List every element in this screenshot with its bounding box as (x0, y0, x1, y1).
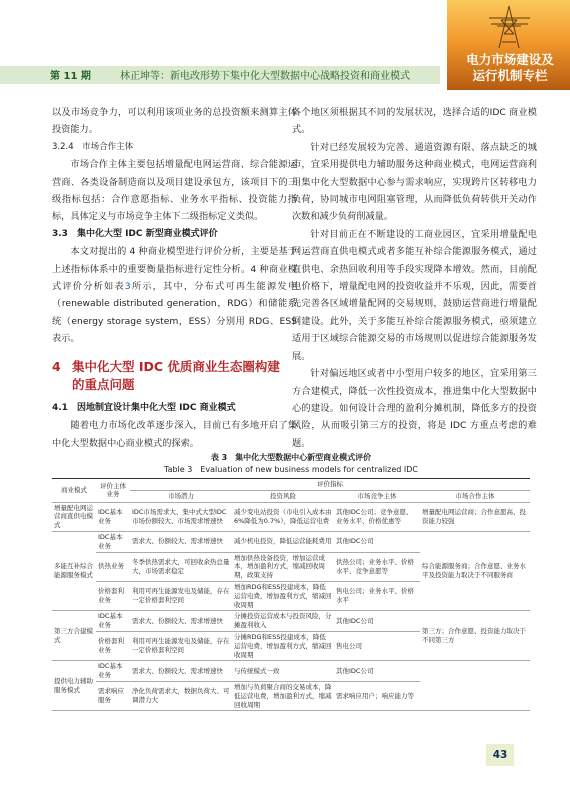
table-row (52, 661, 530, 682)
risk-cell: 与传统模式一致 (232, 661, 334, 682)
model-cell: 多能互补综合能源服务模式 (52, 531, 96, 610)
competition-cell: 其他IDC公司 (334, 611, 420, 632)
subject-cell: 需求响应服务 (96, 681, 130, 710)
risk-cell: 分摊投资运营成本与投资风险，分摊盈利收入 (232, 611, 334, 632)
model-cell: 增量配电网运营商直供电模式 (52, 502, 96, 531)
risk-cell: 分摊RDG和ESS投建成本，降低运营电费，增加盈利方式，缩减回收周期 (232, 631, 334, 660)
header-risk: 投资风险 (232, 490, 334, 502)
header-potential: 市场潜力 (130, 490, 232, 502)
paragraph-text: 所示，其中，分布式可再生能源发电（renewable distributed generation，RDG）和储能系统（energy storage system，ESS）分别用 RDG、ESS 表示。 (52, 281, 298, 345)
subsection-heading-4-1: 4.1 因地制宜设计集中化大型 IDC 商业模式 (52, 402, 236, 413)
potential-cell: 冬季供热需求大，可回收余热总量大，市场需求稳定 (130, 552, 232, 581)
table-row (52, 531, 530, 552)
subject-cell: IDC基本业务 (96, 531, 130, 552)
page-header (0, 0, 570, 90)
risk-cell: 减少机电投资，降低运营能耗费用 (232, 531, 334, 552)
evaluation-table (52, 478, 530, 711)
table-caption-zh: 表 3 集中化大型数据中心新型商业模式评价 (210, 453, 372, 462)
column-title-line1: 电力市场建设及 (466, 52, 554, 67)
cooperation-cell: 综合能源服务商；合作意愿、业务水平及投资能力取决于不同服务商 (420, 531, 530, 610)
section-title-line2: 的重点问题 (72, 376, 135, 392)
header-cooperation: 市场合作主体 (420, 490, 530, 502)
competition-cell: 供热公司；业务水平、价格水平、竞争意愿等 (334, 552, 420, 581)
potential-cell: 需求大、份额较大、需求增速快 (130, 531, 232, 552)
section-title-line1: 集中化大型 IDC 优质商业生态圈构建 (72, 358, 280, 374)
paragraph: 随着电力市场化改革逐步深入，目前已有多地开启了集中化大型数据中心商业模式的探索。 (52, 420, 297, 449)
right-column (292, 104, 537, 452)
paragraph: 市场合作主体主要包括增量配电网运营商、综合能源运营商、各类设备制造商以及项目建设承包方，该项目下的三级指标包括：合作意愿指标、业务水平指标、投资能力指标，具体定义与市场竞争主体下二级指标定义类似。 (52, 159, 297, 223)
subject-cell: IDC基本业务 (96, 502, 130, 531)
page-number: 43 (486, 744, 514, 766)
section-heading-4 (52, 358, 297, 394)
model-cell: 第三方合建模式 (52, 611, 96, 661)
table-header-row (52, 479, 530, 491)
header-indicator: 评价指标 (130, 479, 530, 491)
paragraph: 针对目前正在不断建设的工商业园区，宜采用增量配电网运营商直供电模式或者多能互补综合能源服务模式，通过直供电、余热回收利用等手段实现降本增效。然而，目前配电价格下，增量配电网的投资收益并不乐观，因此，需要首先完善各区域增量配网的交易规则，鼓励运营商进行增量配网建设。此外，关于多能互补综合能源服务模式，亟须建立适用于区域综合能源交易的市场规则以促进综合能源服务发展。 (292, 228, 537, 362)
section-number: 4 (52, 358, 61, 374)
paragraph: 针对已经发展较为完善、通道资源有限、落点缺乏的城市，宜采用提供电力辅助服务这种商业模式，电网运营商利用集中化大型数据中心参与需求响应，实现跨片区转移电力负荷，协同城市电网阻塞管理，从而降低负荷转供开关动作次数和减少负荷削减量。 (292, 141, 537, 223)
table-row (52, 611, 530, 632)
header-model: 商业模式 (52, 479, 96, 503)
paragraph (52, 243, 297, 347)
paragraph: 各个地区须根据其不同的发展状况，选择合适的IDC 商业模式。 (292, 107, 537, 136)
cooperation-cell: 增量配电网运营商；合作意愿高、投资能力较强 (420, 502, 530, 531)
subject-cell: 供热业务 (96, 552, 130, 581)
left-column (52, 104, 297, 452)
subject-cell: 价格套利业务 (96, 581, 130, 610)
table-reference-link[interactable]: 3 (124, 281, 131, 293)
potential-cell: 净化负荷需求大，数据负荷大、可调潜力大 (130, 681, 232, 710)
subject-cell: IDC基本业务 (96, 611, 130, 632)
potential-cell: 需求大、份额较大、需求增速快 (130, 661, 232, 682)
competition-cell: 其他IDC公司 (334, 531, 420, 552)
competition-cell: 其他IDC公司 (334, 661, 420, 682)
potential-cell: IDC市场需求大、集中式大型IDC市场份额较大、市场需求增速快 (130, 502, 232, 531)
risk-cell: 增加供热设备投资，增加运营成本，增加盈利方式，缩减回收周期，政策支持 (232, 552, 334, 581)
model-cell: 提供电力辅助服务模式 (52, 661, 96, 711)
risk-cell: 增加RDG和ESS投建成本，降低运营电费，增加盈利方式，缩减回收周期 (232, 581, 334, 610)
potential-cell: 利用可再生能源发电及储能，存在一定价格套利空间 (130, 631, 232, 660)
cooperation-cell (420, 661, 530, 711)
risk-cell: 增加与负荷聚合商的交易成本，降低运营电费，增加盈利方式，缩减回收周期 (232, 681, 334, 710)
issue-number: 第 11 期 (50, 71, 91, 82)
subsection-heading-3-3: 3.3 集中化大型 IDC 新型商业模式评价 (52, 228, 218, 239)
table-row (52, 502, 530, 531)
paragraph-text: 本文对提出的 4 种商业模型进行评价分析，主要是基于上述指标体系中的重要衡量指标进行定性分析。4 种商业模式评价分析如表 (52, 246, 297, 293)
table-caption-en: Table 3 Evaluation of new business models for centralized IDC (164, 465, 418, 474)
subsection-heading-3-2-4: 3.2.4 市场合作主体 (52, 141, 134, 152)
subject-cell: 价格套利业务 (96, 631, 130, 660)
competition-cell: 售电公司 (334, 631, 420, 660)
competition-cell: 需求响应用户；响应能力等 (334, 681, 420, 710)
competition-cell: 其他IDC公司；竞争意愿、业务水平、价格优惠等 (334, 502, 420, 531)
header-competition: 市场竞争主体 (334, 490, 420, 502)
competition-cell: 售电公司；业务水平、价格水平 (334, 581, 420, 610)
subject-cell: IDC基本业务 (96, 661, 130, 682)
header-subject: 评价主体业务 (96, 479, 130, 503)
table-caption (52, 452, 530, 476)
column-title (455, 52, 565, 84)
potential-cell: 需求大、份额较大、需求增速快 (130, 611, 232, 632)
power-tower-icon (487, 4, 532, 50)
risk-cell: 减少变电站投资（市电引入成本由6%降低为0.7%），降低运营电费 (232, 502, 334, 531)
column-title-line2: 运行机制专栏 (472, 68, 548, 83)
potential-cell: 利用可再生能源发电及储能，存在一定价格套利空间 (130, 581, 232, 610)
cooperation-cell: 第三方；合作意愿、投资能力取决于不同第三方 (420, 611, 530, 661)
column-brand-banner (447, 0, 570, 90)
paragraph: 以及市场竞争力，可以利用该项业务的总投资额来测算主体投资能力。 (52, 107, 297, 136)
paragraph: 针对偏远地区或者中小型用户较多的地区，宜采用第三方合建模式，降低一次性投资成本，推进集中化大型数据中心的建设。如何设计合理的盈利分摊机制，降低多方的投资风险，从而吸引第三方的投资，将是 IDC 方重点考虑的难题。 (292, 368, 537, 449)
running-title: 林正坤等：新电改形势下集中化大型数据中心战略投资和商业模式 (120, 71, 410, 82)
